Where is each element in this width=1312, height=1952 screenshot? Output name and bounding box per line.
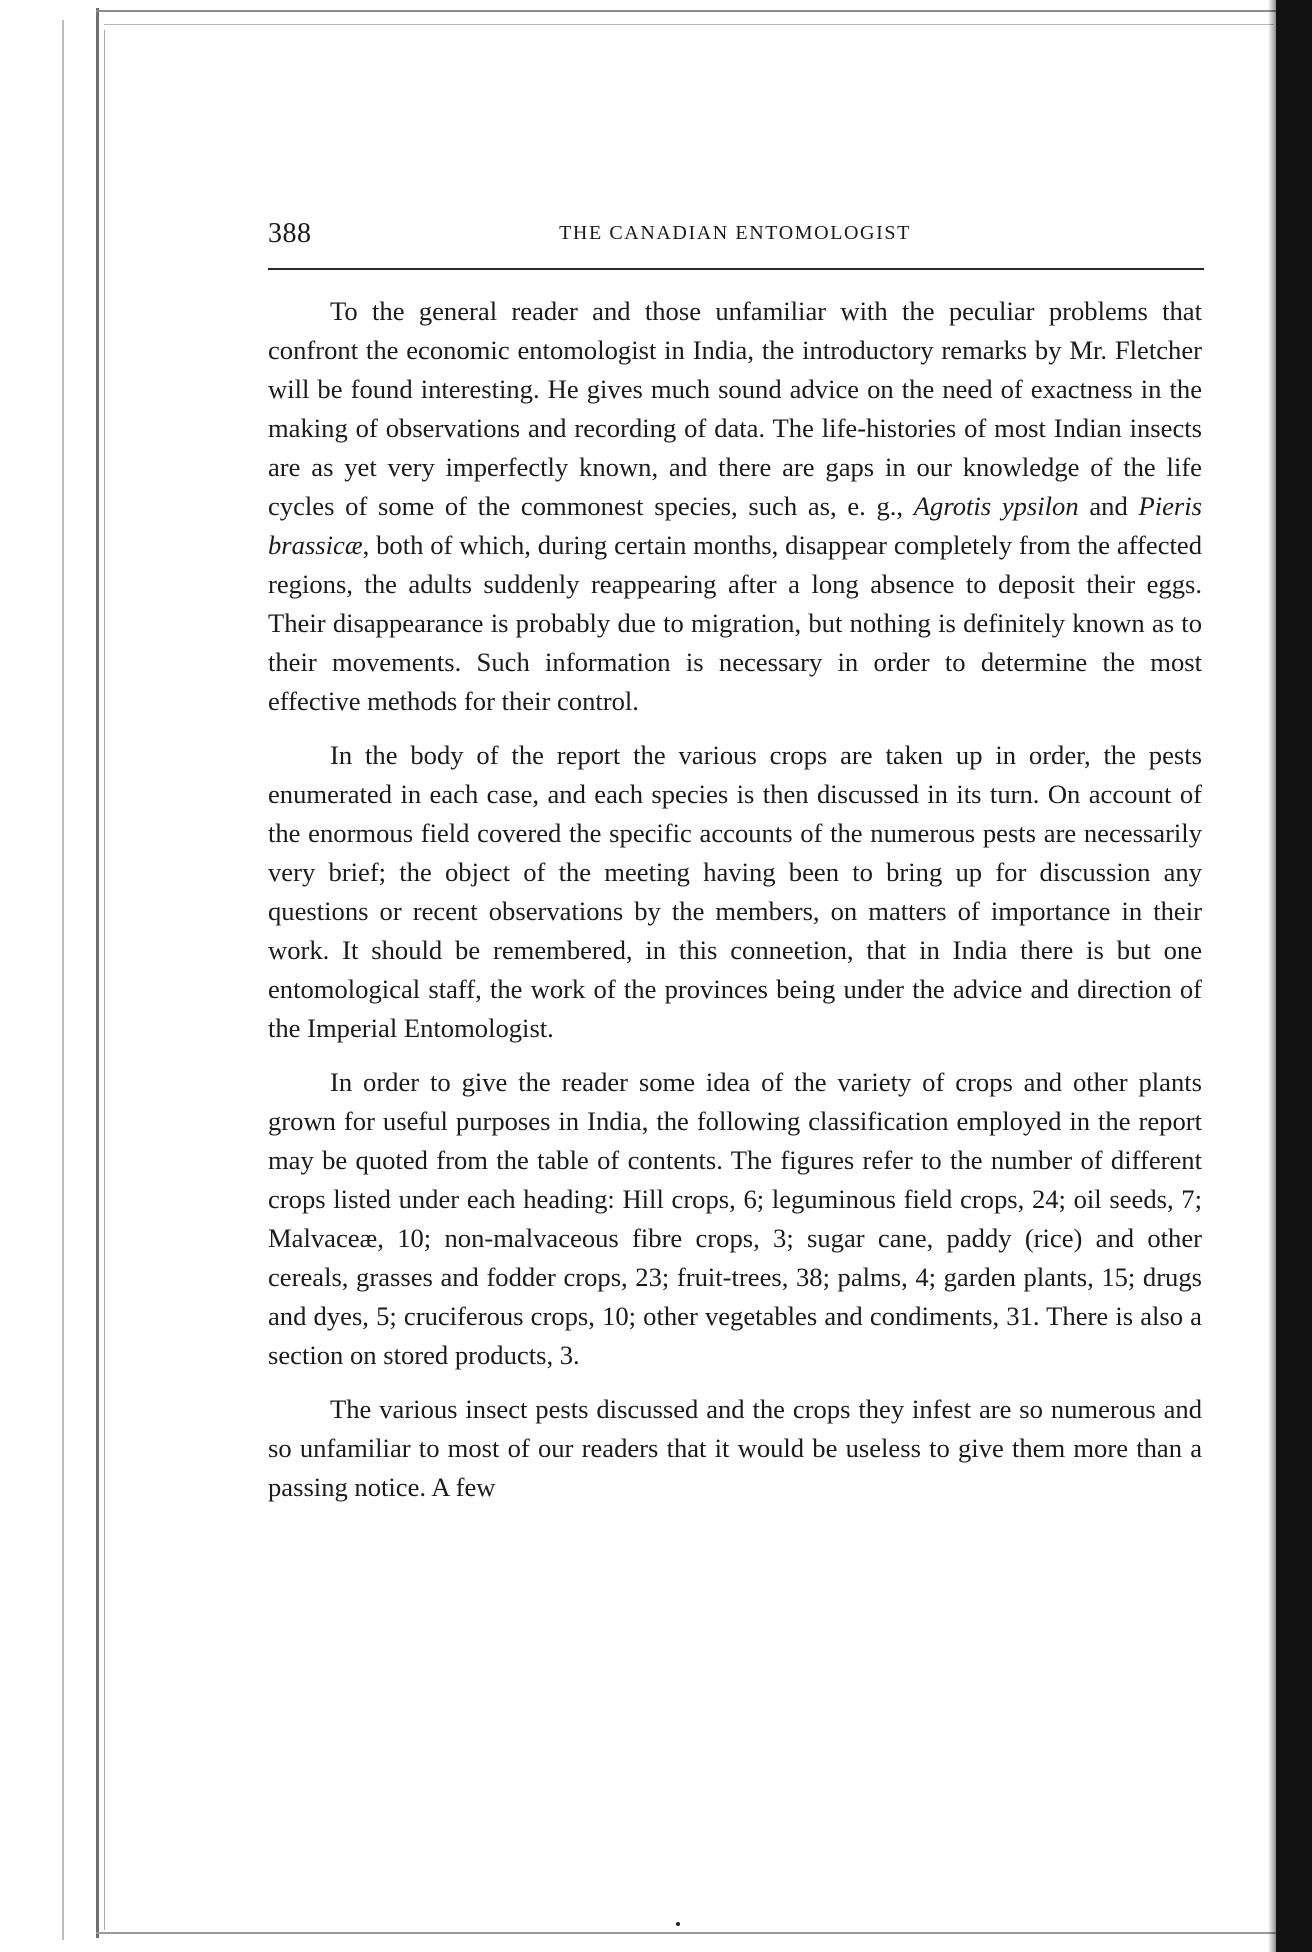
paragraph — [268, 292, 1202, 721]
paragraph-text: To the general reader and those unfamiliar with the peculiar problems that confront the economic entomologist in India, the introductory remarks by Mr. Fletcher will be found interesting. He gives much sound advice on the need of exactness in the making of observations and recording of data. The life-histories of most Indian insects are as yet very imperfectly known, and there are gaps in our knowledge of the life cycles of some of the commonest species, such as, e. g., — [268, 296, 1202, 521]
paragraph-text: In order to give the reader some idea of the variety of crops and other plants grown for useful purposes in India, the following classification employed in the report may be quoted from the table of contents. The figures refer to the number of different crops listed under each heading: Hill crops, 6; leguminous field crops, 24; oil seeds, 7; Malvaceæ, 10; non-malvaceous fibre crops, 3; sugar cane, paddy (rice) and other cereals, grasses and fodder crops, 23; fruit-trees, 38; palms, 4; garden plants, 15; drugs and dyes, 5; cruciferous crops, 10; other vegetables and condiments, 31. There is also a section on stored products, 3. — [268, 1067, 1202, 1370]
page-edge-line — [96, 10, 1276, 12]
paragraph — [268, 736, 1202, 1048]
paragraph-text: and — [1078, 491, 1139, 521]
paragraph — [268, 1390, 1202, 1507]
paragraph-text: In the body of the report the various crops are taken up in order, the pests enumerated in each case, and each species is then discussed in its turn. On account of the enormous field covered the specific accounts of the numerous pests are necessarily very brief; the object of the meeting having been to bring up for discussion any questions or recent observations by the members, on matters of importance in their work. It should be remembered, in this conneetion, that in India there is but one entomological staff, the work of the provinces being under the advice and direction of the Imperial Entomologist. — [268, 740, 1202, 1043]
page-edge-line — [96, 8, 99, 1938]
page-number: 388 — [268, 218, 312, 249]
page-edge-line — [62, 20, 64, 1940]
header-rule — [268, 268, 1204, 270]
page-header — [268, 218, 1202, 254]
page-edge-line — [104, 30, 105, 1930]
italic-species-name: Pieris brassicæ — [268, 491, 1202, 560]
page-edge-line — [104, 24, 1274, 25]
page-edge-line — [96, 1932, 1276, 1934]
scanner-border — [1276, 0, 1312, 1952]
body-text — [268, 292, 1202, 1522]
paragraph-text: , both of which, during certain months, disappear completely from the affected regions, the adults suddenly reappearing after a long absence to deposit their eggs. Their disappearance is probably due to migration, but nothing is definitely known as to their movements. Such information is necessary in order to determine the most effective methods for their control. — [268, 530, 1202, 716]
paragraph-text: The various insect pests discussed and the crops they infest are so numerous and so unfamiliar to most of our readers that it would be useless to give them more than a passing notice. A few — [268, 1394, 1202, 1502]
paragraph — [268, 1063, 1202, 1375]
running-head: THE CANADIAN ENTOMOLOGIST — [559, 222, 911, 244]
dust-speck — [676, 1922, 680, 1926]
italic-species-name: Agrotis ypsilon — [913, 491, 1079, 521]
